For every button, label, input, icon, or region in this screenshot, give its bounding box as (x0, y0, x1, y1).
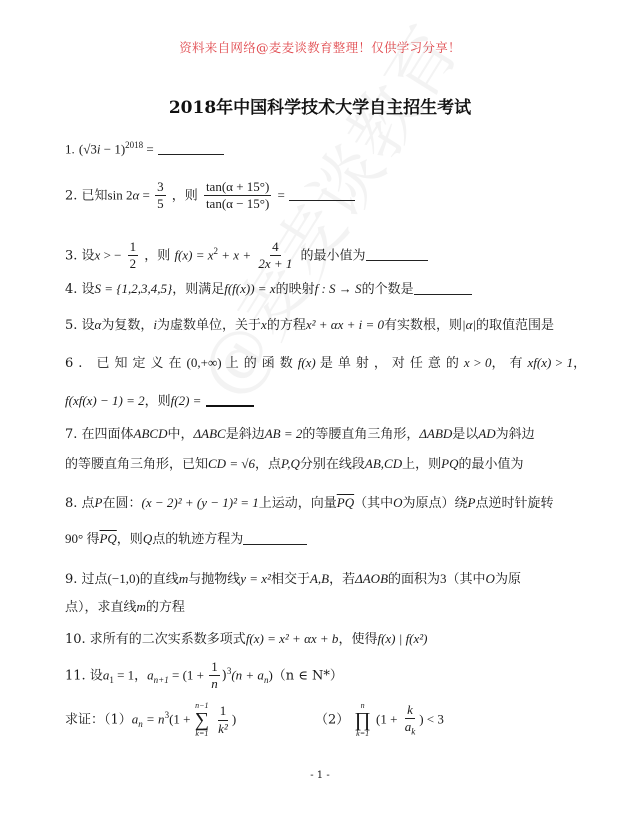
question-9-line-1: 9. 过点(−1,0)的直线m与抛物线y = x²相交于A,B，若ΔAOB的面积为3（其中O为原 (65, 571, 521, 587)
answer-blank[interactable] (206, 393, 254, 407)
summation: n−1 ∑ k=1 (194, 701, 209, 738)
question-2: 2. 已知sin 2α = $\frac{3}{5}$ ，则 $\frac{\tan(\alpha + 15^\circ)}{\tan(\alpha - 15^\circ)}$ = (65, 180, 355, 212)
answer-blank[interactable] (243, 532, 307, 545)
question-8-line-2: 90° 得$\overline{PQ}$，则Q点的轨迹方程为 (65, 532, 307, 546)
question-6-line-1: 6. 已知定义在(0,+∞) 上的函数f(x) 是单射，对任意的x > 0，有xf(x) > 1， (65, 355, 587, 371)
question-8-line-1: 8. 点P在圆：(x − 2)² + (y − 1)² = 1上运动，向量$\overline{PQ}$（其中O为原点）绕P点逆时针旋转 (65, 495, 554, 511)
page-title: 2018年中国科学技术大学自主招生考试 (168, 98, 472, 118)
answer-blank[interactable] (414, 282, 472, 295)
source-note: 资料来自网络@麦麦谈教育整理！仅供学习分享！ (179, 40, 461, 55)
question-1: 1. $(√3i - 1)^{2018}$ = (65, 141, 224, 156)
question-7-line-1: 7. 在四面体ABCD中，ΔABC是斜边AB = 2的等腰直角三角形，ΔABD是以AD为斜边 (65, 426, 535, 442)
product: n ∏ k=1 (354, 701, 371, 738)
fraction: $\frac{k}{a_k}$ (404, 701, 416, 737)
fraction: $\frac{1}{\text{k²}}$ (218, 703, 228, 736)
answer-blank[interactable] (289, 188, 355, 201)
page-number: - 1 - (310, 770, 330, 781)
question-10: 10. 求所有的二次实系数多项式f(x) = x² + αx + b，使得f(x) | f(x²) (65, 631, 428, 647)
proof-part-2: （2） n ∏ k=1 (1 + $\frac{k}{a_k}$ ) < 3 (315, 701, 444, 738)
fraction: $\frac{4}{2x + 1}$ (258, 239, 293, 272)
answer-blank[interactable] (158, 142, 224, 155)
question-4: 4. 设S = {1,2,3,4,5}，则满足f(f(x)) = x的映射f : S → S的个数是 (65, 282, 472, 296)
answer-blank[interactable] (366, 248, 428, 261)
fraction: $\frac{1}{2}$ (129, 239, 137, 272)
fraction: $\frac{\tan(\alpha + 15^\circ)}{\tan(\alpha - 15^\circ)}$ (205, 179, 270, 212)
question-5: 5. 设α为复数，i为虚数单位，关于x的方程x² + αx + i = 0有实数根，则|α|的取值范围是 (65, 317, 555, 333)
fraction: $\frac{1}{n}$ (211, 659, 218, 692)
question-3: 3. 设x > − $\frac{1}{2}$ ，则 $f(x) = x^2 + x$ + $\frac{4}{2x + 1}$ 的最小值为 (65, 240, 428, 272)
question-9-line-2: 点），求直线m的方程 (65, 599, 185, 615)
question-7-line-2: 的等腰直角三角形，已知CD = √6，点P,Q分别在线段AB,CD上，则PQ的最小值为 (65, 456, 524, 472)
question-11: 11. 设$a_1 = 1$，$a_{n+1} = (1$ + $\frac{1}{n}$ )$^3(n + a_n)(n$ ∈ N*） (65, 659, 343, 692)
proof-part-1: 求证：$(1)a_n = n^3(1$ + n−1 ∑ k=1 $\frac{1}{\text{k²}}$ ) (65, 701, 237, 738)
fraction: $\frac{3}{5}$ (157, 179, 164, 212)
question-6-line-2: f(xf(x) − 1) = 2，则f(2) = (65, 393, 254, 408)
